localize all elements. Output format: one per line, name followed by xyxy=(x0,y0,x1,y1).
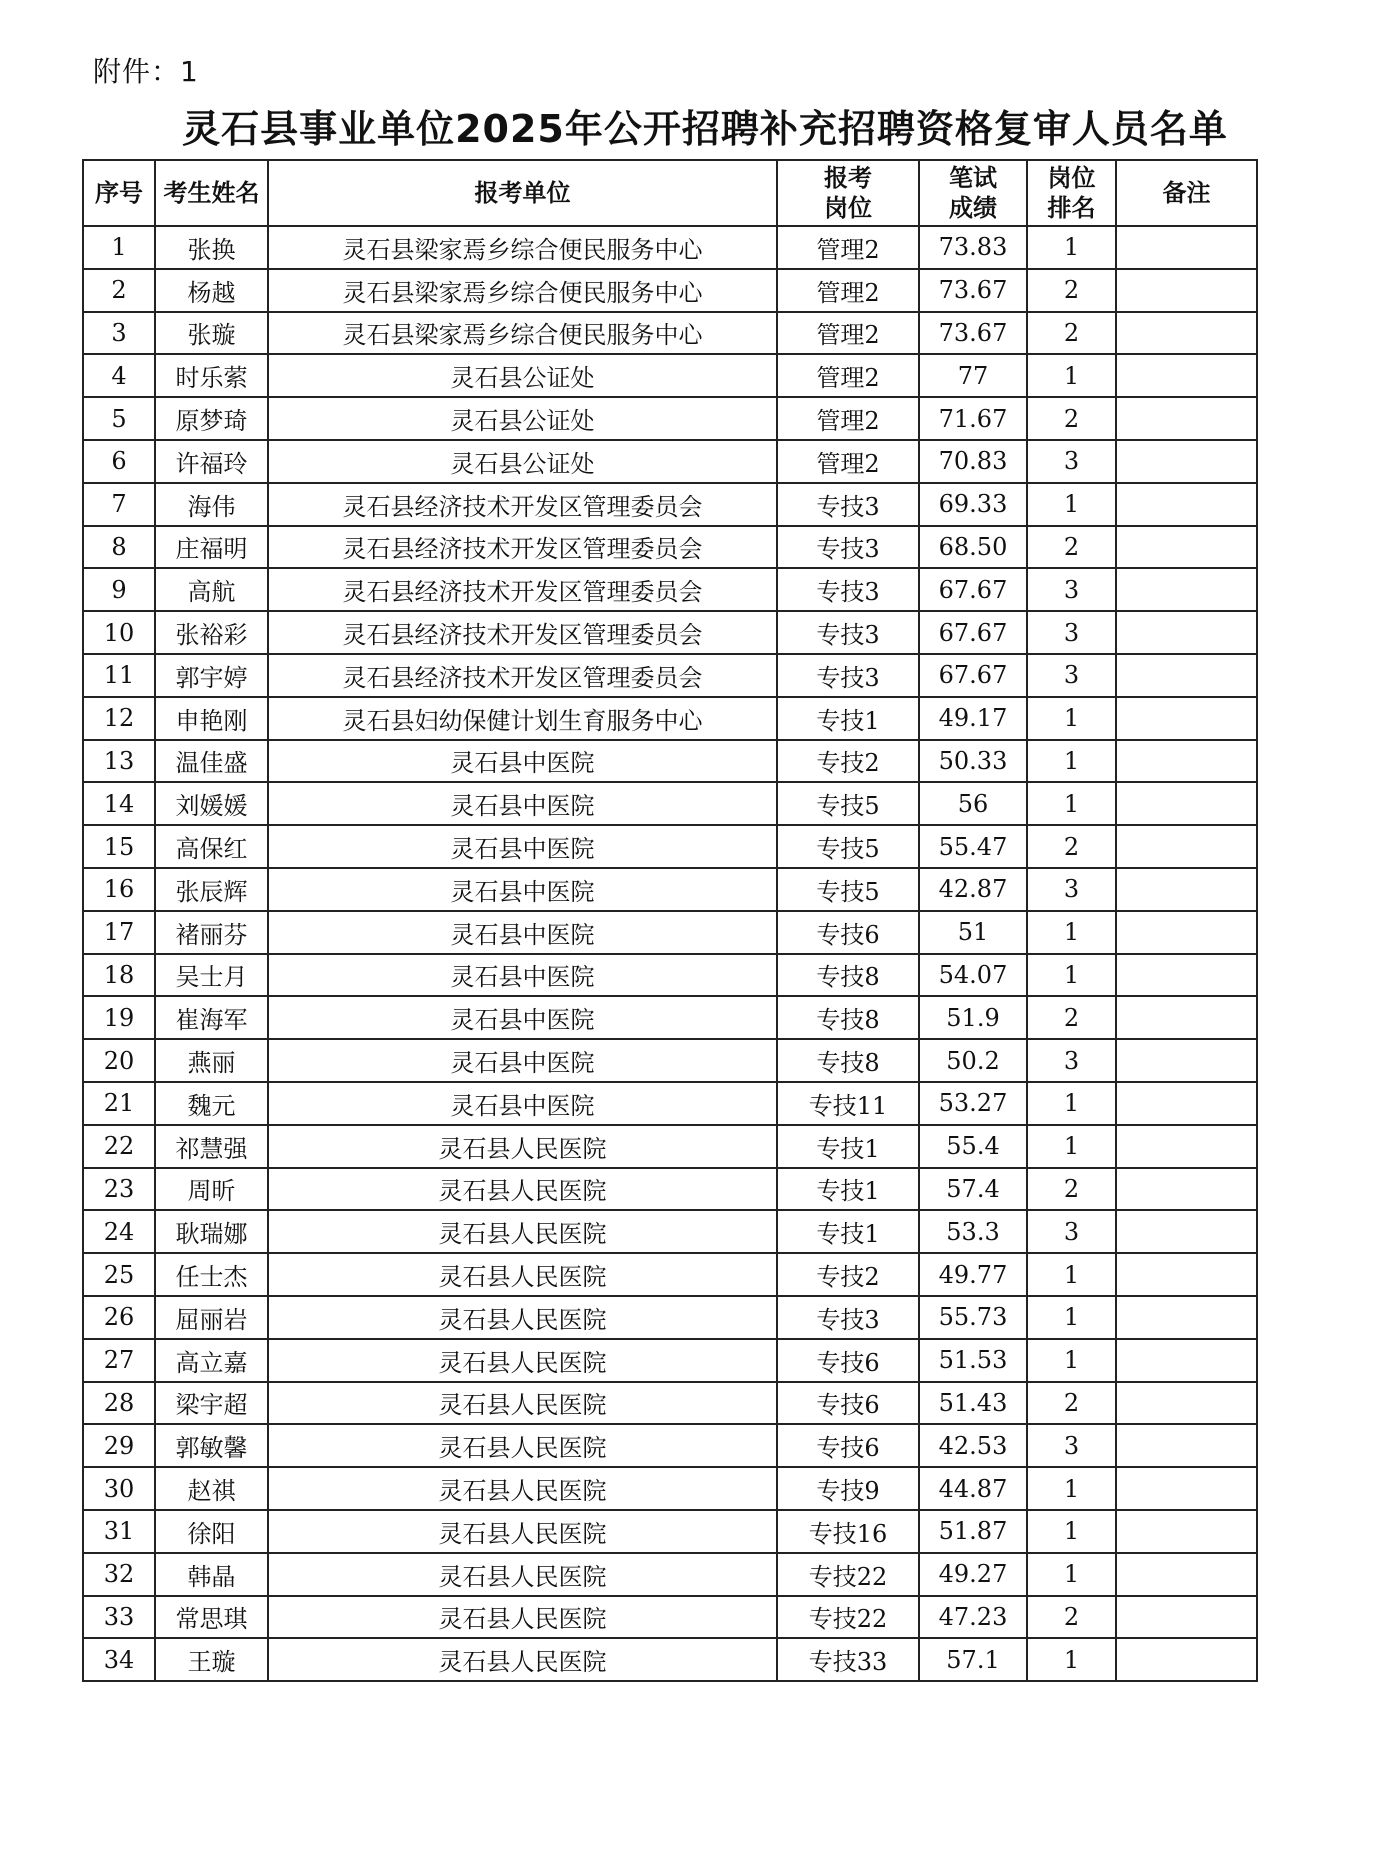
cell-position: 专技8 xyxy=(777,996,919,1039)
cell-remarks xyxy=(1116,526,1257,569)
cell-name: 常思琪 xyxy=(155,1596,268,1639)
cell-score: 77 xyxy=(919,354,1027,397)
cell-score: 53.27 xyxy=(919,1082,1027,1125)
cell-unit: 灵石县中医院 xyxy=(268,825,777,868)
table-row xyxy=(83,354,1257,397)
cell-seq: 1 xyxy=(83,226,155,269)
cell-unit: 灵石县经济技术开发区管理委员会 xyxy=(268,611,777,654)
cell-unit: 灵石县妇幼保健计划生育服务中心 xyxy=(268,697,777,740)
cell-unit: 灵石县人民医院 xyxy=(268,1296,777,1339)
cell-rank: 2 xyxy=(1027,312,1116,355)
header-row xyxy=(83,160,1257,226)
candidate-table xyxy=(82,159,1258,1682)
cell-seq: 33 xyxy=(83,1596,155,1639)
cell-position: 专技3 xyxy=(777,654,919,697)
cell-position: 管理2 xyxy=(777,354,919,397)
cell-position: 专技8 xyxy=(777,954,919,997)
cell-seq: 31 xyxy=(83,1510,155,1553)
cell-seq: 23 xyxy=(83,1168,155,1211)
table-row xyxy=(83,1168,1257,1211)
cell-name: 杨越 xyxy=(155,269,268,312)
cell-seq: 20 xyxy=(83,1039,155,1082)
table-row xyxy=(83,269,1257,312)
header-position-label: 报考岗位 xyxy=(823,164,872,222)
cell-seq: 29 xyxy=(83,1424,155,1467)
cell-seq: 15 xyxy=(83,825,155,868)
header-remarks: 备注 xyxy=(1116,160,1257,226)
cell-remarks xyxy=(1116,1210,1257,1253)
table-row xyxy=(83,1467,1257,1510)
cell-name: 郭敏馨 xyxy=(155,1424,268,1467)
cell-unit: 灵石县中医院 xyxy=(268,782,777,825)
cell-rank: 1 xyxy=(1027,1125,1116,1168)
cell-score: 47.23 xyxy=(919,1596,1027,1639)
cell-position: 专技1 xyxy=(777,1210,919,1253)
cell-remarks xyxy=(1116,1339,1257,1382)
table-row xyxy=(83,226,1257,269)
table-row xyxy=(83,1210,1257,1253)
cell-seq: 28 xyxy=(83,1382,155,1425)
cell-remarks xyxy=(1116,1596,1257,1639)
cell-name: 吴士月 xyxy=(155,954,268,997)
cell-rank: 3 xyxy=(1027,440,1116,483)
cell-remarks xyxy=(1116,782,1257,825)
cell-score: 53.3 xyxy=(919,1210,1027,1253)
cell-rank: 2 xyxy=(1027,1596,1116,1639)
cell-position: 专技8 xyxy=(777,1039,919,1082)
cell-remarks xyxy=(1116,1382,1257,1425)
cell-rank: 1 xyxy=(1027,1638,1116,1681)
cell-seq: 8 xyxy=(83,526,155,569)
cell-remarks xyxy=(1116,911,1257,954)
cell-position: 专技22 xyxy=(777,1596,919,1639)
cell-score: 51.43 xyxy=(919,1382,1027,1425)
cell-score: 51.87 xyxy=(919,1510,1027,1553)
table-row xyxy=(83,1039,1257,1082)
cell-remarks xyxy=(1116,354,1257,397)
cell-unit: 灵石县经济技术开发区管理委员会 xyxy=(268,568,777,611)
cell-remarks xyxy=(1116,226,1257,269)
cell-remarks xyxy=(1116,312,1257,355)
header-rank-label: 岗位排名 xyxy=(1047,164,1096,222)
cell-name: 任士杰 xyxy=(155,1253,268,1296)
cell-score: 56 xyxy=(919,782,1027,825)
cell-unit: 灵石县经济技术开发区管理委员会 xyxy=(268,526,777,569)
table-row xyxy=(83,911,1257,954)
cell-rank: 1 xyxy=(1027,1082,1116,1125)
cell-seq: 19 xyxy=(83,996,155,1039)
cell-name: 郭宇婷 xyxy=(155,654,268,697)
cell-position: 专技1 xyxy=(777,697,919,740)
cell-unit: 灵石县公证处 xyxy=(268,397,777,440)
cell-name: 高航 xyxy=(155,568,268,611)
cell-score: 73.83 xyxy=(919,226,1027,269)
cell-unit: 灵石县中医院 xyxy=(268,911,777,954)
table-row xyxy=(83,1082,1257,1125)
cell-name: 屈丽岩 xyxy=(155,1296,268,1339)
table-row xyxy=(83,526,1257,569)
header-rank xyxy=(1027,160,1116,226)
cell-remarks xyxy=(1116,1082,1257,1125)
cell-remarks xyxy=(1116,483,1257,526)
cell-rank: 3 xyxy=(1027,1424,1116,1467)
cell-seq: 12 xyxy=(83,697,155,740)
cell-position: 专技3 xyxy=(777,611,919,654)
cell-unit: 灵石县人民医院 xyxy=(268,1125,777,1168)
cell-name: 庄福明 xyxy=(155,526,268,569)
table-row xyxy=(83,1296,1257,1339)
cell-name: 原梦琦 xyxy=(155,397,268,440)
cell-seq: 5 xyxy=(83,397,155,440)
table-row xyxy=(83,868,1257,911)
cell-seq: 30 xyxy=(83,1467,155,1510)
cell-rank: 3 xyxy=(1027,868,1116,911)
cell-seq: 9 xyxy=(83,568,155,611)
cell-rank: 2 xyxy=(1027,1382,1116,1425)
cell-unit: 灵石县经济技术开发区管理委员会 xyxy=(268,654,777,697)
table-row xyxy=(83,954,1257,997)
cell-remarks xyxy=(1116,1553,1257,1596)
cell-position: 专技3 xyxy=(777,1296,919,1339)
cell-score: 42.53 xyxy=(919,1424,1027,1467)
cell-unit: 灵石县公证处 xyxy=(268,440,777,483)
cell-score: 67.67 xyxy=(919,568,1027,611)
cell-name: 周昕 xyxy=(155,1168,268,1211)
cell-score: 73.67 xyxy=(919,269,1027,312)
cell-remarks xyxy=(1116,568,1257,611)
cell-rank: 1 xyxy=(1027,911,1116,954)
table-row xyxy=(83,483,1257,526)
cell-score: 67.67 xyxy=(919,611,1027,654)
cell-unit: 灵石县人民医院 xyxy=(268,1210,777,1253)
cell-name: 温佳盛 xyxy=(155,740,268,783)
table-row xyxy=(83,1125,1257,1168)
cell-position: 管理2 xyxy=(777,312,919,355)
cell-score: 49.27 xyxy=(919,1553,1027,1596)
cell-remarks xyxy=(1116,269,1257,312)
cell-rank: 3 xyxy=(1027,1039,1116,1082)
cell-unit: 灵石县梁家焉乡综合便民服务中心 xyxy=(268,269,777,312)
table-body xyxy=(83,226,1257,1681)
table-row xyxy=(83,312,1257,355)
cell-position: 专技9 xyxy=(777,1467,919,1510)
cell-position: 管理2 xyxy=(777,269,919,312)
cell-unit: 灵石县中医院 xyxy=(268,740,777,783)
cell-rank: 3 xyxy=(1027,654,1116,697)
cell-remarks xyxy=(1116,611,1257,654)
cell-remarks xyxy=(1116,1253,1257,1296)
table-row xyxy=(83,654,1257,697)
cell-position: 专技6 xyxy=(777,1382,919,1425)
cell-seq: 7 xyxy=(83,483,155,526)
table-row xyxy=(83,1638,1257,1681)
cell-position: 管理2 xyxy=(777,226,919,269)
cell-unit: 灵石县人民医院 xyxy=(268,1553,777,1596)
table-row xyxy=(83,440,1257,483)
cell-name: 魏元 xyxy=(155,1082,268,1125)
cell-position: 专技6 xyxy=(777,911,919,954)
cell-name: 王璇 xyxy=(155,1638,268,1681)
cell-name: 申艳刚 xyxy=(155,697,268,740)
cell-rank: 2 xyxy=(1027,269,1116,312)
cell-position: 专技33 xyxy=(777,1638,919,1681)
table-row xyxy=(83,1553,1257,1596)
table-row xyxy=(83,1510,1257,1553)
cell-seq: 24 xyxy=(83,1210,155,1253)
cell-position: 专技6 xyxy=(777,1424,919,1467)
cell-seq: 4 xyxy=(83,354,155,397)
cell-rank: 3 xyxy=(1027,611,1116,654)
cell-seq: 21 xyxy=(83,1082,155,1125)
header-name: 考生姓名 xyxy=(155,160,268,226)
cell-name: 张璇 xyxy=(155,312,268,355)
cell-rank: 1 xyxy=(1027,697,1116,740)
cell-score: 49.77 xyxy=(919,1253,1027,1296)
cell-score: 42.87 xyxy=(919,868,1027,911)
cell-name: 张换 xyxy=(155,226,268,269)
cell-seq: 6 xyxy=(83,440,155,483)
cell-name: 耿瑞娜 xyxy=(155,1210,268,1253)
cell-remarks xyxy=(1116,1296,1257,1339)
cell-seq: 22 xyxy=(83,1125,155,1168)
cell-name: 张裕彩 xyxy=(155,611,268,654)
header-position xyxy=(777,160,919,226)
cell-score: 69.33 xyxy=(919,483,1027,526)
cell-rank: 2 xyxy=(1027,526,1116,569)
cell-score: 51.53 xyxy=(919,1339,1027,1382)
cell-remarks xyxy=(1116,697,1257,740)
header-unit: 报考单位 xyxy=(268,160,777,226)
cell-rank: 3 xyxy=(1027,1210,1116,1253)
cell-score: 54.07 xyxy=(919,954,1027,997)
cell-score: 51.9 xyxy=(919,996,1027,1039)
cell-score: 50.2 xyxy=(919,1039,1027,1082)
cell-name: 刘媛媛 xyxy=(155,782,268,825)
cell-unit: 灵石县公证处 xyxy=(268,354,777,397)
cell-unit: 灵石县人民医院 xyxy=(268,1510,777,1553)
cell-name: 高立嘉 xyxy=(155,1339,268,1382)
cell-rank: 2 xyxy=(1027,397,1116,440)
cell-score: 71.67 xyxy=(919,397,1027,440)
table-row xyxy=(83,996,1257,1039)
cell-rank: 3 xyxy=(1027,568,1116,611)
cell-seq: 3 xyxy=(83,312,155,355)
cell-seq: 2 xyxy=(83,269,155,312)
cell-unit: 灵石县人民医院 xyxy=(268,1596,777,1639)
header-score-label: 笔试成绩 xyxy=(948,164,997,222)
cell-score: 68.50 xyxy=(919,526,1027,569)
cell-seq: 27 xyxy=(83,1339,155,1382)
cell-position: 专技3 xyxy=(777,568,919,611)
cell-position: 专技3 xyxy=(777,526,919,569)
attachment-label: 附件：1 xyxy=(93,55,199,88)
cell-name: 许福玲 xyxy=(155,440,268,483)
cell-position: 专技6 xyxy=(777,1339,919,1382)
cell-position: 专技2 xyxy=(777,740,919,783)
cell-remarks xyxy=(1116,440,1257,483)
cell-seq: 26 xyxy=(83,1296,155,1339)
cell-position: 专技1 xyxy=(777,1168,919,1211)
table-row xyxy=(83,697,1257,740)
cell-name: 祁慧强 xyxy=(155,1125,268,1168)
cell-score: 50.33 xyxy=(919,740,1027,783)
cell-remarks xyxy=(1116,996,1257,1039)
cell-name: 梁宇超 xyxy=(155,1382,268,1425)
cell-score: 57.4 xyxy=(919,1168,1027,1211)
cell-position: 专技11 xyxy=(777,1082,919,1125)
cell-unit: 灵石县人民医院 xyxy=(268,1168,777,1211)
table-row xyxy=(83,1596,1257,1639)
cell-rank: 1 xyxy=(1027,226,1116,269)
cell-remarks xyxy=(1116,1424,1257,1467)
cell-remarks xyxy=(1116,740,1257,783)
cell-unit: 灵石县人民医院 xyxy=(268,1424,777,1467)
table-row xyxy=(83,1253,1257,1296)
cell-seq: 14 xyxy=(83,782,155,825)
cell-seq: 18 xyxy=(83,954,155,997)
cell-position: 专技5 xyxy=(777,868,919,911)
cell-seq: 32 xyxy=(83,1553,155,1596)
cell-rank: 1 xyxy=(1027,782,1116,825)
cell-rank: 1 xyxy=(1027,954,1116,997)
cell-position: 专技1 xyxy=(777,1125,919,1168)
cell-position: 专技3 xyxy=(777,483,919,526)
cell-seq: 11 xyxy=(83,654,155,697)
cell-rank: 2 xyxy=(1027,825,1116,868)
table-header xyxy=(83,160,1257,226)
cell-position: 管理2 xyxy=(777,397,919,440)
cell-score: 73.67 xyxy=(919,312,1027,355)
cell-name: 海伟 xyxy=(155,483,268,526)
cell-position: 专技5 xyxy=(777,782,919,825)
cell-position: 管理2 xyxy=(777,440,919,483)
cell-name: 徐阳 xyxy=(155,1510,268,1553)
cell-rank: 1 xyxy=(1027,1339,1116,1382)
cell-score: 49.17 xyxy=(919,697,1027,740)
cell-unit: 灵石县中医院 xyxy=(268,1082,777,1125)
cell-remarks xyxy=(1116,654,1257,697)
cell-remarks xyxy=(1116,1039,1257,1082)
cell-name: 崔海军 xyxy=(155,996,268,1039)
cell-position: 专技5 xyxy=(777,825,919,868)
cell-unit: 灵石县人民医院 xyxy=(268,1467,777,1510)
cell-remarks xyxy=(1116,1168,1257,1211)
table-row xyxy=(83,1424,1257,1467)
cell-seq: 17 xyxy=(83,911,155,954)
cell-rank: 1 xyxy=(1027,354,1116,397)
cell-rank: 1 xyxy=(1027,483,1116,526)
cell-seq: 16 xyxy=(83,868,155,911)
cell-remarks xyxy=(1116,954,1257,997)
cell-name: 褚丽芬 xyxy=(155,911,268,954)
cell-remarks xyxy=(1116,397,1257,440)
cell-score: 55.73 xyxy=(919,1296,1027,1339)
table-row xyxy=(83,568,1257,611)
cell-rank: 1 xyxy=(1027,1510,1116,1553)
table-row xyxy=(83,782,1257,825)
cell-score: 44.87 xyxy=(919,1467,1027,1510)
cell-unit: 灵石县中医院 xyxy=(268,868,777,911)
cell-rank: 1 xyxy=(1027,1553,1116,1596)
cell-name: 时乐萦 xyxy=(155,354,268,397)
cell-unit: 灵石县人民医院 xyxy=(268,1382,777,1425)
cell-unit: 灵石县人民医院 xyxy=(268,1339,777,1382)
header-score xyxy=(919,160,1027,226)
cell-name: 高保红 xyxy=(155,825,268,868)
table-row xyxy=(83,740,1257,783)
header-seq: 序号 xyxy=(83,160,155,226)
table-row xyxy=(83,611,1257,654)
cell-seq: 10 xyxy=(83,611,155,654)
cell-unit: 灵石县中医院 xyxy=(268,954,777,997)
cell-unit: 灵石县人民医院 xyxy=(268,1638,777,1681)
table-row xyxy=(83,397,1257,440)
cell-name: 燕丽 xyxy=(155,1039,268,1082)
cell-rank: 2 xyxy=(1027,1168,1116,1211)
cell-position: 专技16 xyxy=(777,1510,919,1553)
cell-score: 55.47 xyxy=(919,825,1027,868)
cell-position: 专技2 xyxy=(777,1253,919,1296)
cell-unit: 灵石县梁家焉乡综合便民服务中心 xyxy=(268,226,777,269)
cell-score: 51 xyxy=(919,911,1027,954)
cell-rank: 1 xyxy=(1027,1253,1116,1296)
cell-score: 70.83 xyxy=(919,440,1027,483)
cell-unit: 灵石县经济技术开发区管理委员会 xyxy=(268,483,777,526)
table-row xyxy=(83,825,1257,868)
cell-seq: 13 xyxy=(83,740,155,783)
table-row xyxy=(83,1382,1257,1425)
cell-rank: 1 xyxy=(1027,740,1116,783)
cell-position: 专技22 xyxy=(777,1553,919,1596)
page-title: 灵石县事业单位2025年公开招聘补充招聘资格复审人员名单 xyxy=(182,107,1228,151)
cell-seq: 34 xyxy=(83,1638,155,1681)
cell-unit: 灵石县梁家焉乡综合便民服务中心 xyxy=(268,312,777,355)
cell-remarks xyxy=(1116,1638,1257,1681)
cell-score: 55.4 xyxy=(919,1125,1027,1168)
cell-rank: 2 xyxy=(1027,996,1116,1039)
cell-name: 韩晶 xyxy=(155,1553,268,1596)
cell-unit: 灵石县中医院 xyxy=(268,1039,777,1082)
cell-unit: 灵石县中医院 xyxy=(268,996,777,1039)
cell-remarks xyxy=(1116,1467,1257,1510)
cell-remarks xyxy=(1116,868,1257,911)
cell-rank: 1 xyxy=(1027,1467,1116,1510)
cell-name: 赵祺 xyxy=(155,1467,268,1510)
cell-score: 67.67 xyxy=(919,654,1027,697)
cell-name: 张辰辉 xyxy=(155,868,268,911)
cell-unit: 灵石县人民医院 xyxy=(268,1253,777,1296)
table-row xyxy=(83,1339,1257,1382)
cell-remarks xyxy=(1116,1510,1257,1553)
cell-rank: 1 xyxy=(1027,1296,1116,1339)
cell-score: 57.1 xyxy=(919,1638,1027,1681)
cell-remarks xyxy=(1116,825,1257,868)
cell-remarks xyxy=(1116,1125,1257,1168)
cell-seq: 25 xyxy=(83,1253,155,1296)
